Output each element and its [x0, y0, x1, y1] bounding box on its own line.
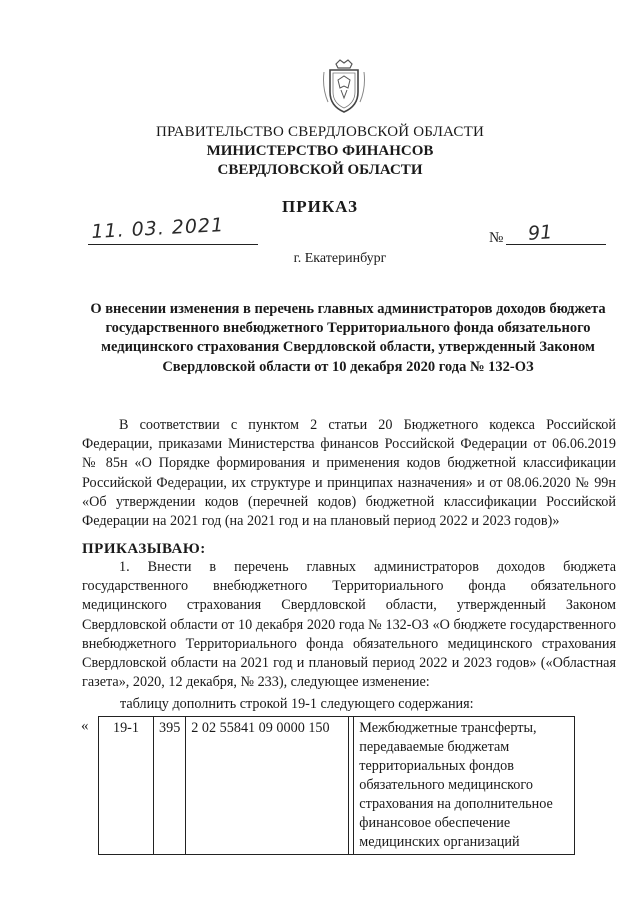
preamble-paragraph: В соответствии с пунктом 2 статьи 20 Бюджетного кодекса Российской Федерации, приказами Министерства финансов Российской Федерации от 06.06.2019 № 85н «О Порядке формирования и применения кодов бюджетной классификации Российской Федерации, их структуре и принципах назначения» и от 08.06.2020 № 99н «Об утверждении кодов (перечней кодов) бюджетной классификации Российской Федерации на 2021 год (на 2021 год и на плановый период 2022 и 2023 годов)» [82, 417, 616, 530]
ministry-name: МИНИСТЕРСТВО ФИНАНСОВ [206, 143, 434, 159]
document-type: ПРИКАЗ [282, 197, 358, 216]
city: г. Екатеринбург [293, 251, 387, 266]
number-underline [506, 244, 606, 245]
coat-of-arms-emblem [322, 58, 366, 116]
order-word: ПРИКАЗЫВАЮ: [82, 541, 206, 557]
document-title: О внесении изменения в перечень главных администраторов доходов бюджета государственного внебюджетного Территориального фонда обязательного медицинского страхования Свердловской области, утвержденный Законом Свердловской области от 10 декабря 2020 года № 132-ОЗ [90, 301, 606, 375]
document-number: 91 [527, 221, 553, 245]
ministry-region: СВЕРДЛОВСКОЙ ОБЛАСТИ [217, 162, 423, 178]
order-item-1: 1. Внести в перечень главных администраторов доходов бюджета государственного внебюджетного Территориального фонда обязательного медицинского страхования Свердловской области, утвержденный Законом Свердловской области от 10 декабря 2020 года № 132-ОЗ «О бюджете государственного внебюджетного Территориального фонда обязательного медицинского страхования Свердловской области на 2021 год и плановый период 2022 и 2023 годов» («Областная газета», 2020, 12 декабря, № 233), следующее изменение: [82, 559, 616, 691]
table-intro: таблицу дополнить строкой 19-1 следующего содержания: [120, 696, 474, 712]
kbk-code-cell: 2 02 55841 09 0000 150 [186, 717, 349, 855]
document-date: 11. 03. 2021 [90, 214, 225, 243]
table-row [99, 717, 575, 855]
description-cell: Межбюджетные трансферты, передаваемые бюджетам территориальных фондов обязательного медицинского страхования на дополнительное финансовое обеспечение медицинских организаций [354, 717, 575, 855]
date-underline [88, 244, 258, 245]
row-number-cell: 19-1 [99, 717, 154, 855]
government-name: ПРАВИТЕЛЬСТВО СВЕРДЛОВСКОЙ ОБЛАСТИ [155, 124, 485, 140]
open-quote: « [81, 718, 89, 734]
admin-code-cell: 395 [154, 717, 186, 855]
number-label: № [489, 230, 504, 246]
addition-table [98, 716, 575, 855]
